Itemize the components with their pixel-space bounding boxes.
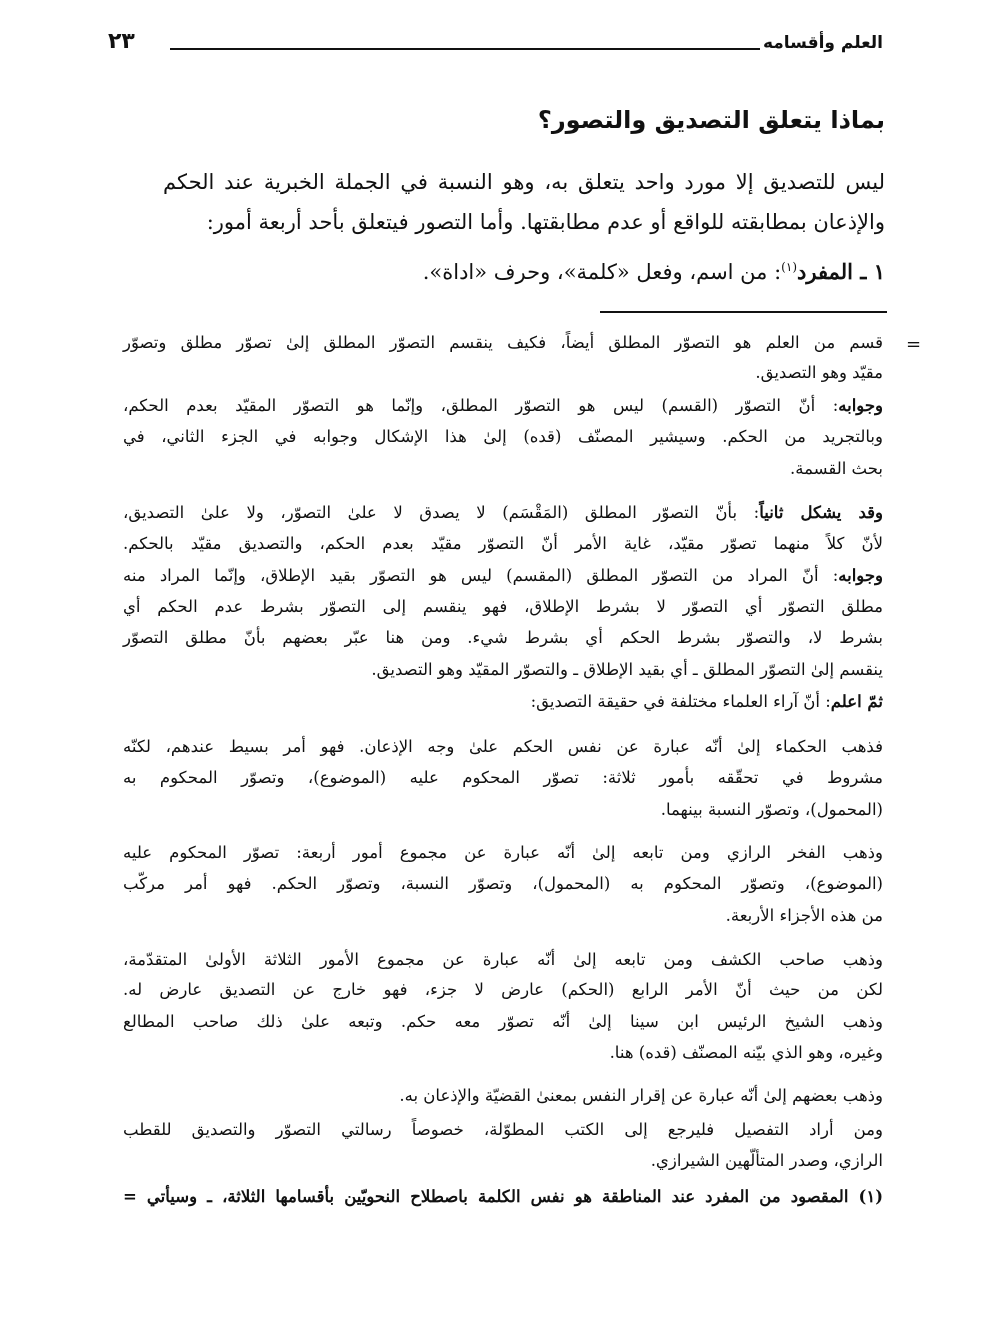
footnote-line: وغيره، وهو الذي بيّنه المصنّف (قده) هنا. [609,1043,883,1062]
footnote-line: بشرط لا، والتصوّر بشرط الحكم أي بشرط شيء. ومن هنا عبّر بعضهم بأنّ مطلق التصوّر [123,628,883,647]
footnote-line: الرازي، وصدر المتألّهين الشيرازي. [650,1151,883,1170]
footnote-line: وذهب صاحب الكشف ومن تابعه إلىٰ أنّه عبارة عن مجموع الأمور الثلاثة الأولىٰ المتقدّمة، [123,950,883,969]
footnote-line: وبالتجريد من الحكم. وسيشير المصنّف (قده) إلىٰ هذا الإشكال وجوابه في الجزء الثاني، في [123,427,883,446]
bold-lead: وقد يشكل ثانياً [759,503,883,522]
footnote-line: بحث القسمة. [790,459,883,478]
footnote-line: وذهب الفخر الرازي ومن تابعه إلىٰ أنّه عبارة عن مجموع أمور أربعة: تصوّر المحكوم عليه [123,843,883,862]
footnote-line [123,1183,883,1211]
footnote-line: وجوابه: أنّ التصوّر (القسم) ليس هو التصوّر المطلق، وإنّما هو التصوّر المقيّد بعدم الحكم، [123,396,883,415]
footnote-line: ومن أراد التفصيل فليرجع إلى الكتب المطوّلة، خصوصاً رسالتي التصوّر والتصديق للقطب [123,1120,883,1139]
bold-lead: وجوابه [838,396,883,415]
text-line: ليس للتصديق إلا مورد واحد يتعلق به، وهو النسبة في الجملة الخبرية عند الحكم [163,170,885,194]
footnote-line: (المحمول)، وتصوّر النسبة بينهما. [660,800,883,819]
page-number: ٢٣ [108,29,135,54]
bold-lead: (١) المقصود من المفرد عند المناطقة هو نفس الكلمة باصطلاح النحويّين بأقسامها الثلاثة، ـ وسيأتي = [123,1187,883,1206]
footnote-line: قسم من العلم هو التصوّر المطلق أيضاً، فكيف ينقسم التصوّر المطلق إلىٰ تصوّر مطلق وتصوّر [123,333,883,352]
footnote-line: مقيّد وهو التصديق. [755,363,883,382]
footnote-line: (الموضوع)، وتصوّر المحكوم به (المحمول)، وتصوّر النسبة، وتصوّر الحكم. فهو أمر مركّب [123,874,883,893]
footnote-line: وذهب بعضهم إلىٰ أنّه عبارة عن إقرار النفس بمعنىٰ القضيّة والإذعان به. [399,1086,883,1105]
footnote-line: فذهب الحكماء إلىٰ أنّه عبارة عن نفس الحكم علىٰ وجه الإذعان. فهو أمر بسيط عندهم، لكنّه [123,737,883,756]
footnote-line: وجوابه: أنّ المراد من التصوّر المطلق (المقسم) ليس هو التصوّر بقيد الإطلاق، وإنّما المراد منه [123,566,883,585]
footnote-line: مشروط في تحقّقه بأمور ثلاثة: تصوّر المحكوم عليه (الموضوع)، وتصوّر المحكوم به [123,768,883,787]
header-rule [170,48,760,50]
footnote-line: لكن من حيث أنّ الأمر الرابع (الحكم) عارض لا جزء، فهو خارج عن التصديق عارض له. [123,980,883,999]
footnote-line: من هذه الأجزاء الأربعة. [725,906,883,925]
footnote-line: وقد يشكل ثانياً: بأنّ التصوّر المطلق (المَقْسَم) لا يصدق لا علىٰ التصوّر، ولا علىٰ التصديق، [123,503,883,522]
footnote-line: مطلق التصوّر أي التصوّر لا بشرط الإطلاق، فهو ينقسم إلى التصوّر بشرط عدم الحكم أي [123,597,883,616]
footnote-line: ثمّ اعلم: أنّ آراء العلماء مختلفة في حقيقة التصديق: [530,692,883,711]
footnote-line: ينقسم إلىٰ التصوّر المطلق ـ أي بقيد الإطلاق ـ والتصوّر المقيّد وهو التصديق. [371,660,883,679]
text-line: ١ ـ المفرد$^{(١)}$: من اسم، وفعل «كلمة»، وحرف «اداة». [422,259,885,284]
text-line: والإذعان بمطابقته للواقع أو عدم مطابقتها. وأما التصور فيتعلق بأحد أربعة أمور: [206,210,885,234]
continuation-mark: = [906,334,922,355]
footnote-line: وذهب الشيخ الرئيس ابن سينا إلىٰ أنّه تصوّر معه حكم. وتبعه علىٰ ذلك صاحب المطالع [123,1012,883,1031]
bold-lead: ١ ـ المفرد [797,259,885,284]
footnote-ref: (١) [781,260,797,274]
bold-lead: ثمّ اعلم [830,692,883,711]
footnote-separator [600,311,887,313]
footnote-line: لأنّ كلاً منهما تصوّر مقيّد، غاية الأمر أنّ التصوّر مقيّد بعدم الحكم، والتصديق مقيّد بالحكم. [123,534,883,553]
running-header-title: العلم وأقسامه [762,33,883,53]
bold-lead: وجوابه [838,566,883,585]
section-heading: بماذا يتعلق التصديق والتصور؟ [537,106,885,134]
